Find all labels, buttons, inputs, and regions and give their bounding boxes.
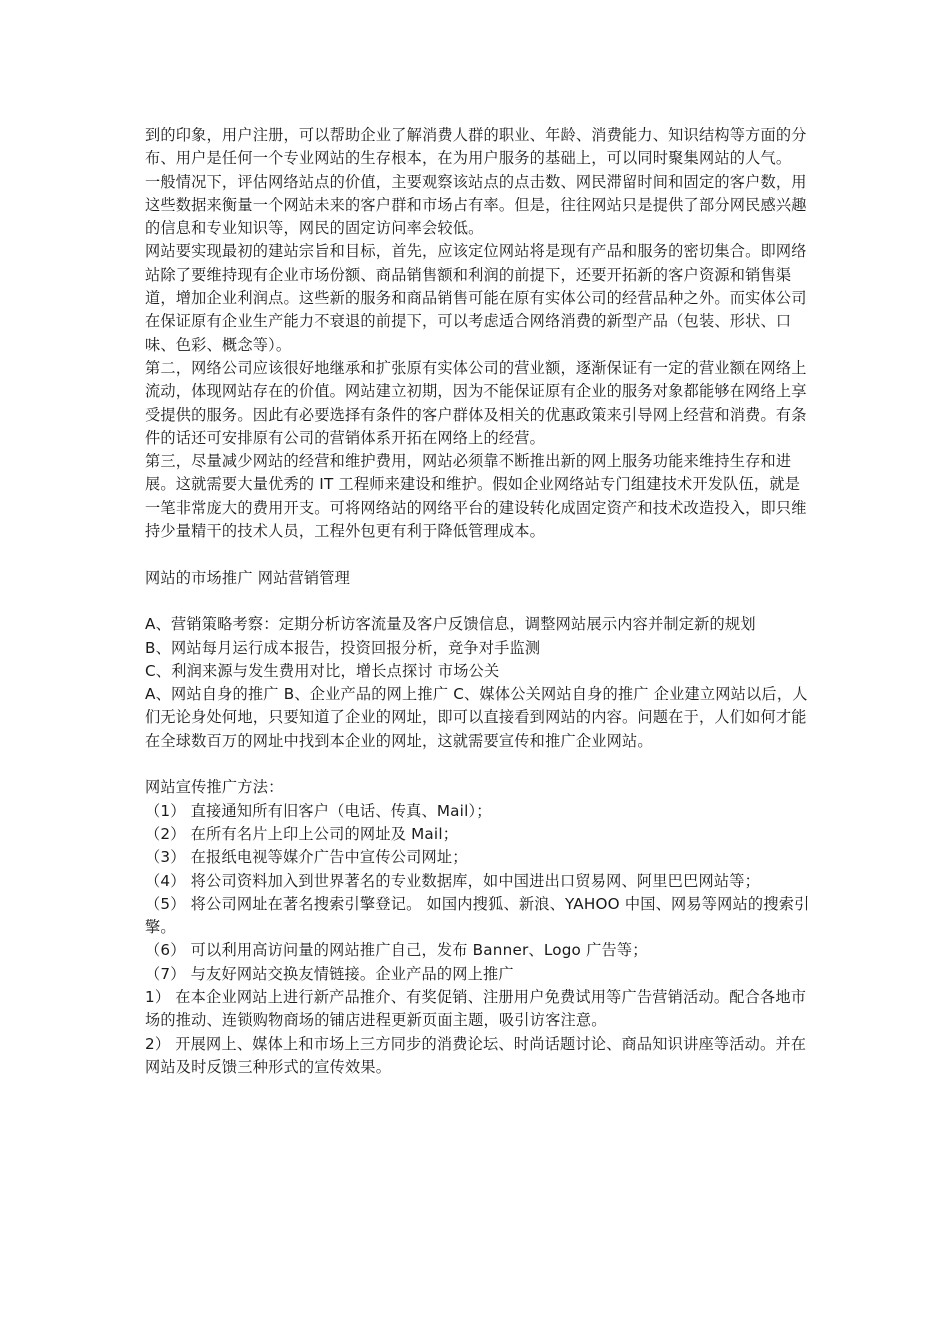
blank-line (145, 753, 810, 776)
product-promo-item: 1） 在本企业网站上进行新产品推介、有奖促销、注册用户免费试用等广告营销活动。配合各地市场的推动、连锁购物商场的铺店进程更新页面主题，吸引访客注意。 (145, 987, 807, 1030)
section-heading: 网站的市场推广 网站营销管理 (145, 568, 351, 587)
paragraph-evaluation: 一般情况下，评估网络站点的价值，主要观察该站点的点击数、网民滞留时间和固定的客户数，用这些数据来衡量一个网站未来的客户群和市场占有率。但是，往往网站只是提供了部分网民感兴趣的信息和专业知识等，网民的固定访问率会较低。 (145, 172, 807, 238)
methods-heading: 网站宣传推广方法： (145, 778, 284, 797)
method-item: （2） 在所有名片上印上公司的网址及 Mail； (145, 824, 459, 843)
method-item: （3） 在报纸电视等媒介广告中宣传公司网址； (145, 848, 468, 867)
method-item: （5） 将公司网址在著名搜索引擎登记。 如国内搜狐、新浪、YAHOO 中国、网易等网站的搜索引擎。 (145, 894, 810, 937)
marketing-item-c: C、利润来源与发生费用对比，增长点探讨 市场公关 (145, 661, 500, 680)
document-body (145, 124, 810, 1079)
blank-line (145, 543, 810, 566)
paragraph-intro: 到的印象，用户注册，可以帮助企业了解消费人群的职业、年龄、消费能力、知识结构等方面的分布、用户是任何一个专业网站的生存根本，在为用户服务的基础上，可以同时聚集网站的人气。 (145, 126, 807, 168)
method-item: （1） 直接通知所有旧客户（电话、传真、Mail）； (145, 801, 492, 820)
blank-line (145, 590, 810, 613)
marketing-item-b: B、网站每月运行成本报告，投资回报分析，竞争对手监测 (145, 638, 541, 657)
marketing-item-promotion: A、网站自身的推广 B、企业产品的网上推广 C、媒体公关网站自身的推广 企业建立网站以后，人们无论身处何地，只要知道了企业的网址，即可以直接看到网站的内容。问题在于，人们如何才能在全球数百万的网址中找到本企业的网址，这就需要宣传和推广企业网站。 (145, 685, 808, 750)
method-item: （7） 与友好网站交换友情链接。企业产品的网上推广 (145, 964, 514, 983)
marketing-item-a: A、营销策略考察：定期分析访客流量及客户反馈信息，调整网站展示内容并制定新的规划 (145, 615, 756, 634)
product-promo-item: 2） 开展网上、媒体上和市场上三方同步的消费论坛、时尚话题讨论、商品知识讲座等活动。并在网站及时反馈三种形式的宣传效果。 (145, 1034, 807, 1076)
paragraph-second: 第二，网络公司应该很好地继承和扩张原有实体公司的营业额，逐渐保证有一定的营业额在网络上流动，体现网站存在的价值。网站建立初期，因为不能保证原有企业的服务对象都能够在网络上享受提供的服务。因此有必要选择有条件的客户群体及相关的优惠政策来引导网上经营和消费。有条件的话还可安排原有公司的营销体系开拓在网络上的经营。 (145, 358, 807, 447)
paragraph-third: 第三，尽量减少网站的经营和维护费用，网站必须靠不断推出新的网上服务功能来维持生存和进展。这就需要大量优秀的 IT 工程师来建设和维护。假如企业网络站专门组建技术开发队伍，就是一笔非常庞大的费用开支。可将网络站的网络平台的建设转化成固定资产和技术改造投入，即只维持少量精干的技术人员，工程外包更有利于降低管理成本。 (145, 452, 807, 541)
paragraph-positioning: 网站要实现最初的建站宗旨和目标，首先，应该定位网站将是现有产品和服务的密切集合。即网络站除了要维持现有企业市场份额、商品销售额和利润的前提下，还要开拓新的客户资源和销售渠道，增加企业利润点。这些新的服务和商品销售可能在原有实体公司的经营品种之外。而实体公司在保证原有企业生产能力不衰退的前提下，可以考虑适合网络消费的新型产品（包装、形状、口味、色彩、概念等）。 (145, 242, 807, 354)
method-item: （6） 可以利用高访问量的网站推广自己，发布 Banner、Logo 广告等； (145, 941, 648, 960)
method-item: （4） 将公司资料加入到世界著名的专业数据库，如中国进出口贸易网、阿里巴巴网站等； (145, 871, 761, 890)
